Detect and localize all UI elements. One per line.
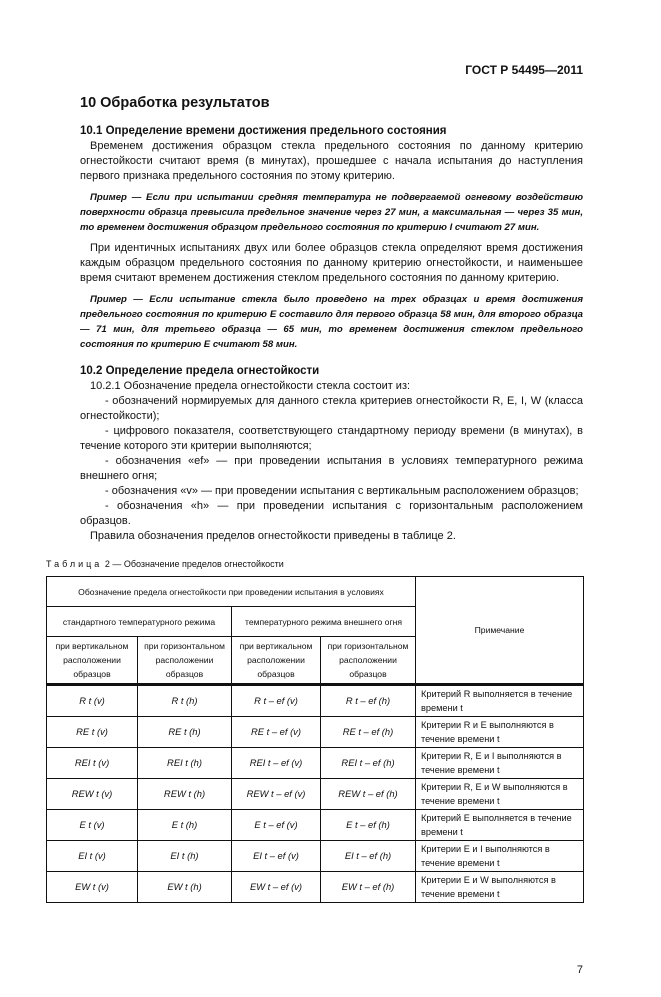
- note-cell: Критерий R выполняется в течение времени t: [416, 685, 584, 717]
- header-cell: при горизонтальном расположении образцов: [138, 637, 232, 685]
- table-row: [47, 779, 584, 810]
- example-note: Пример — Если испытание стекла было проведено на трех образцах и время достижения предельного состояния по критерию E составило для первого образца 58 мин, для второго образца — 71 мин, для третьего образца — 65 мин, то временем достижения стеклом предельного состояния по критерию E считают 58 мин.: [80, 294, 583, 350]
- subsection-title-10-2: 10.2 Определение предела огнестойкости: [80, 365, 320, 377]
- designation-cell: E t (v): [47, 810, 138, 841]
- designation-cell: R t (v): [47, 685, 138, 717]
- designation-cell: REI t – ef (h): [321, 748, 416, 779]
- list-item: - обозначений нормируемых для данного стекла критериев огнестойкости R, E, I, W (класса огнестойкости);: [80, 395, 583, 422]
- designation-cell: EI t (h): [138, 841, 232, 872]
- list-item: - цифрового показателя, соответствующего стандартному периоду времени (в минутах), в течение которого эти критерии выполняются;: [80, 425, 583, 452]
- designation-cell: E t – ef (h): [321, 810, 416, 841]
- header-cell: стандартного температурного режима: [47, 607, 232, 637]
- table-caption-prefix: Таблица: [46, 559, 103, 569]
- document-code: ГОСТ Р 54495—2011: [465, 63, 583, 77]
- header-cell: температурного режима внешнего огня: [232, 607, 416, 637]
- note-cell: Критерий E выполняется в течение времени t: [416, 810, 584, 841]
- header-cell: при вертикальном расположении образцов: [232, 637, 321, 685]
- table-caption-text: 2 — Обозначение пределов огнестойкости: [104, 559, 284, 569]
- example-note: Пример — Если при испытании средняя температура не подвергаемой огневому воздействию поверхности образца превысила предельное значение через 27 мин, а максимальная — через 35 мин, то временем достижения образцом предельного состояния по критерию I считают 27 мин.: [80, 192, 583, 233]
- table-row: [47, 717, 584, 748]
- header-cell: при вертикальном расположении образцов: [47, 637, 138, 685]
- table-caption: [46, 558, 583, 570]
- table-row: [47, 841, 584, 872]
- designation-cell: REI t – ef (v): [232, 748, 321, 779]
- list-item: - обозначения «h» — при проведении испытания с горизонтальным расположением образцов.: [80, 500, 583, 527]
- designation-cell: E t (h): [138, 810, 232, 841]
- designation-cell: REI t (h): [138, 748, 232, 779]
- subsection-title-10-1: 10.1 Определение времени достижения предельного состояния: [80, 125, 447, 137]
- list-item: - обозначения «v» — при проведении испытания с вертикальным расположением образцов;: [105, 485, 579, 497]
- designation-cell: REW t – ef (v): [232, 779, 321, 810]
- paragraph: Временем достижения образцом стекла предельного состояния по данному критерию огнестойкости считают время (в минутах), прошедшее с начала испытания до наступления первого признака предельного состояния по этому критерию.: [80, 140, 583, 182]
- designation-cell: R t – ef (v): [232, 685, 321, 717]
- designation-cell: RE t (h): [138, 717, 232, 748]
- header-cell: при горизонтальном расположении образцов: [321, 637, 416, 685]
- designation-cell: REW t (v): [47, 779, 138, 810]
- header-cell: Обозначение предела огнестойкости при проведении испытания в условиях: [47, 577, 416, 607]
- designation-cell: R t – ef (h): [321, 685, 416, 717]
- designation-cell: REW t (h): [138, 779, 232, 810]
- paragraph: Правила обозначения пределов огнестойкости приведены в таблице 2.: [90, 530, 456, 542]
- header-note: Примечание: [416, 577, 584, 685]
- designation-cell: REI t (v): [47, 748, 138, 779]
- designation-cell: EW t – ef (h): [321, 872, 416, 903]
- designation-cell: EI t (v): [47, 841, 138, 872]
- note-cell: Критерии E и W выполняются в течение времени t: [416, 872, 584, 903]
- designation-cell: E t – ef (v): [232, 810, 321, 841]
- section-title: 10 Обработка результатов: [80, 95, 270, 111]
- designation-cell: RE t – ef (v): [232, 717, 321, 748]
- table-row: [47, 810, 584, 841]
- paragraph: 10.2.1 Обозначение предела огнестойкости стекла состоит из:: [90, 380, 411, 392]
- table-row: [47, 685, 584, 717]
- note-cell: Критерии R, E и W выполняются в течение времени t: [416, 779, 584, 810]
- note-cell: Критерии R, E и I выполняются в течение времени t: [416, 748, 584, 779]
- list-item: - обозначения «ef» — при проведении испытания в условиях температурного режима внешнего огня;: [80, 455, 583, 482]
- note-cell: Критерии E и I выполняются в течение времени t: [416, 841, 584, 872]
- designation-cell: EW t (h): [138, 872, 232, 903]
- designation-cell: RE t – ef (h): [321, 717, 416, 748]
- designation-cell: EI t – ef (v): [232, 841, 321, 872]
- page-number: 7: [576, 964, 583, 976]
- designation-cell: RE t (v): [47, 717, 138, 748]
- designation-cell: REW t – ef (h): [321, 779, 416, 810]
- designation-cell: EW t (v): [47, 872, 138, 903]
- table-row: [47, 872, 584, 903]
- paragraph: При идентичных испытаниях двух или более образцов стекла определяют время достижения каждым образцом предельного состояния по данному критерию огнестойкости, и наименьшее время считают временем достижения стеклом предельного состояния по данному критерию.: [80, 242, 583, 284]
- designation-table: [46, 576, 584, 903]
- designation-cell: EW t – ef (v): [232, 872, 321, 903]
- table-row: [47, 748, 584, 779]
- note-cell: Критерии R и E выполняются в течение времени t: [416, 717, 584, 748]
- designation-cell: EI t – ef (h): [321, 841, 416, 872]
- designation-cell: R t (h): [138, 685, 232, 717]
